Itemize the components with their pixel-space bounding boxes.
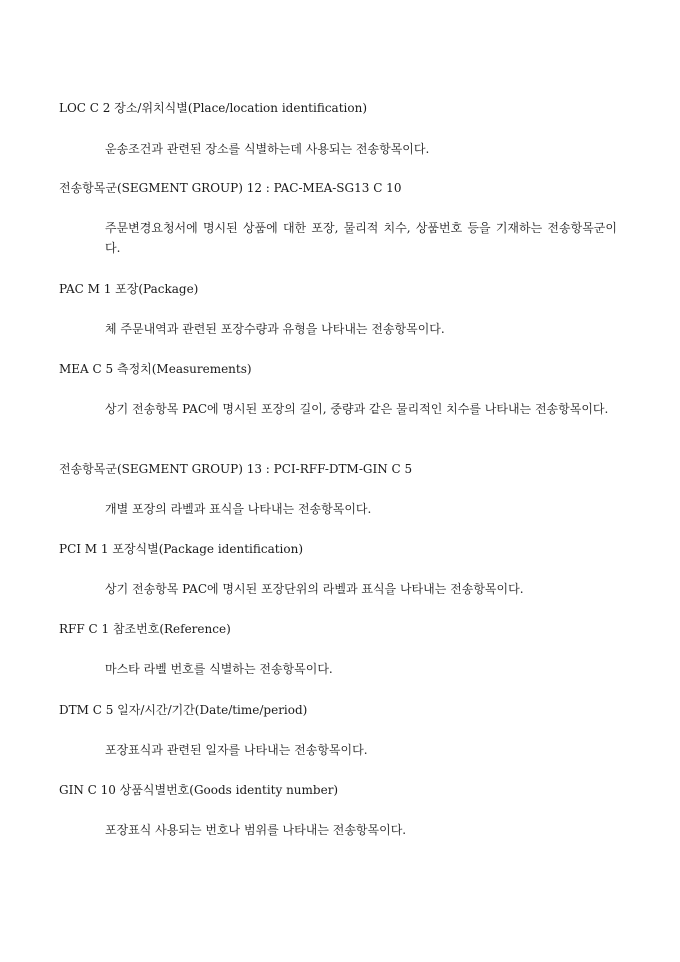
segment-description: 포장표식과 관련된 일자를 나타내는 전송항목이다. [105, 743, 368, 757]
segment-heading: LOC C 2 장소/위치식별(Place/location identification) [59, 101, 368, 115]
segment-heading: PCI M 1 포장식별(Package identification) [59, 542, 304, 556]
segment-heading: MEA C 5 측정치(Measurements) [59, 362, 252, 376]
segment-heading: GIN C 10 상품식별번호(Goods identity number) [59, 783, 339, 797]
segment-description: 개별 포장의 라벨과 표식을 나타내는 전송항목이다. [105, 502, 372, 516]
segment-description: 포장표식 사용되는 번호나 범위를 나타내는 전송항목이다. [105, 823, 407, 837]
segment-heading: PAC M 1 포장(Package) [59, 282, 199, 296]
segment-heading: 전송항목군(SEGMENT GROUP) 12 : PAC-MEA-SG13 C 10 [59, 181, 402, 195]
segment-description: 체 주문내역과 관련된 포장수량과 유형을 나타내는 전송항목이다. [105, 322, 445, 336]
segment-description: 운송조건과 관련된 장소를 식별하는데 사용되는 전송항목이다. [105, 142, 430, 156]
segment-description: 상기 전송항목 PAC에 명시된 포장의 길이, 중량과 같은 물리적인 치수를 나타내는 전송항목이다. [105, 402, 609, 416]
segment-description: 주문변경요청서에 명시된 상품에 대한 포장, 물리적 치수, 상품번호 등을 기재하는 전송항목군이다. [105, 221, 617, 255]
segment-heading: 전송항목군(SEGMENT GROUP) 13 : PCI-RFF-DTM-GIN C 5 [59, 462, 413, 476]
segment-description: 마스타 라벨 번호를 식별하는 전송항목이다. [105, 662, 333, 676]
segment-description: 상기 전송항목 PAC에 명시된 포장단위의 라벨과 표식을 나타내는 전송항목이다. [105, 582, 524, 596]
segment-heading: RFF C 1 참조번호(Reference) [59, 622, 231, 636]
segment-heading: DTM C 5 일자/시간/기간(Date/time/period) [59, 703, 308, 717]
